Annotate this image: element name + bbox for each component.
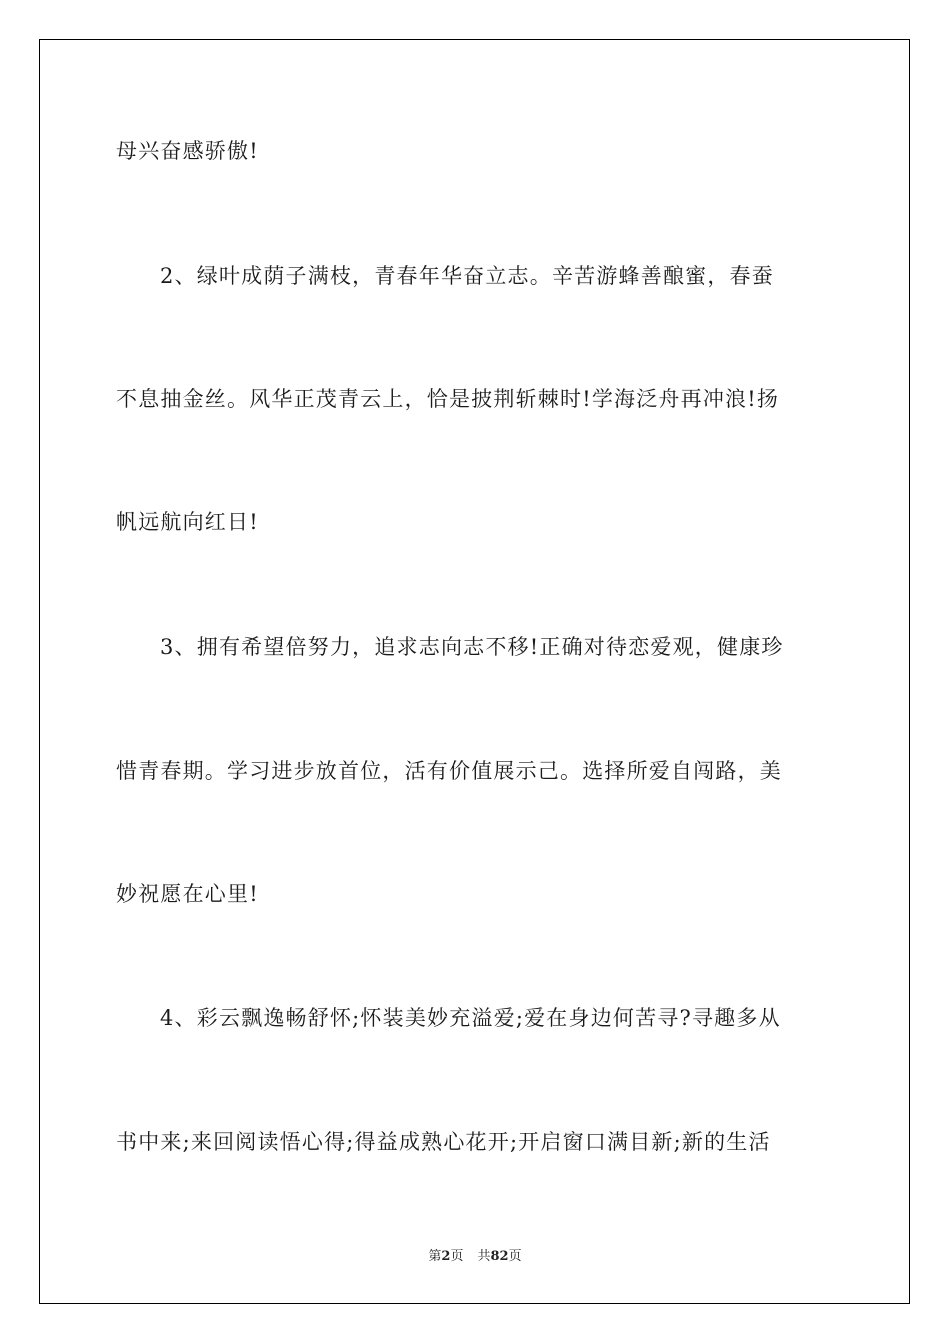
page-suffix: 页 bbox=[450, 1249, 464, 1264]
text-line: 惜青春期。学习进步放首位，活有价值展示己。选择所爱自闯路，美 bbox=[116, 759, 782, 783]
total-prefix: 共 bbox=[477, 1249, 491, 1264]
page-footer bbox=[0, 1248, 950, 1266]
text-line: 4、彩云飘逸畅舒怀;怀装美妙充溢爱;爱在身边何苦寻?寻趣多从 bbox=[160, 1006, 781, 1030]
text-line: 帆远航向红日! bbox=[116, 510, 259, 534]
text-line: 书中来;来回阅读悟心得;得益成熟心花开;开启窗口满目新;新的生活 bbox=[116, 1130, 771, 1154]
text-line: 妙祝愿在心里! bbox=[116, 882, 259, 906]
total-page-number: 82 bbox=[490, 1249, 509, 1264]
text-line: 不息抽金丝。风华正茂青云上，恰是披荆斩棘时!学海泛舟再冲浪!扬 bbox=[116, 387, 780, 411]
total-suffix: 页 bbox=[508, 1249, 522, 1264]
text-line: 2、绿叶成荫子满枝，青春年华奋立志。辛苦游蜂善酿蜜，春蚕 bbox=[160, 264, 774, 288]
page-prefix: 第 bbox=[428, 1249, 442, 1264]
text-line: 母兴奋感骄傲! bbox=[116, 139, 259, 163]
page-border bbox=[39, 39, 910, 1304]
text-line: 3、拥有希望倍努力，追求志向志不移!正确对待恋爱观，健康珍 bbox=[160, 635, 784, 659]
current-page-number: 2 bbox=[441, 1249, 451, 1264]
